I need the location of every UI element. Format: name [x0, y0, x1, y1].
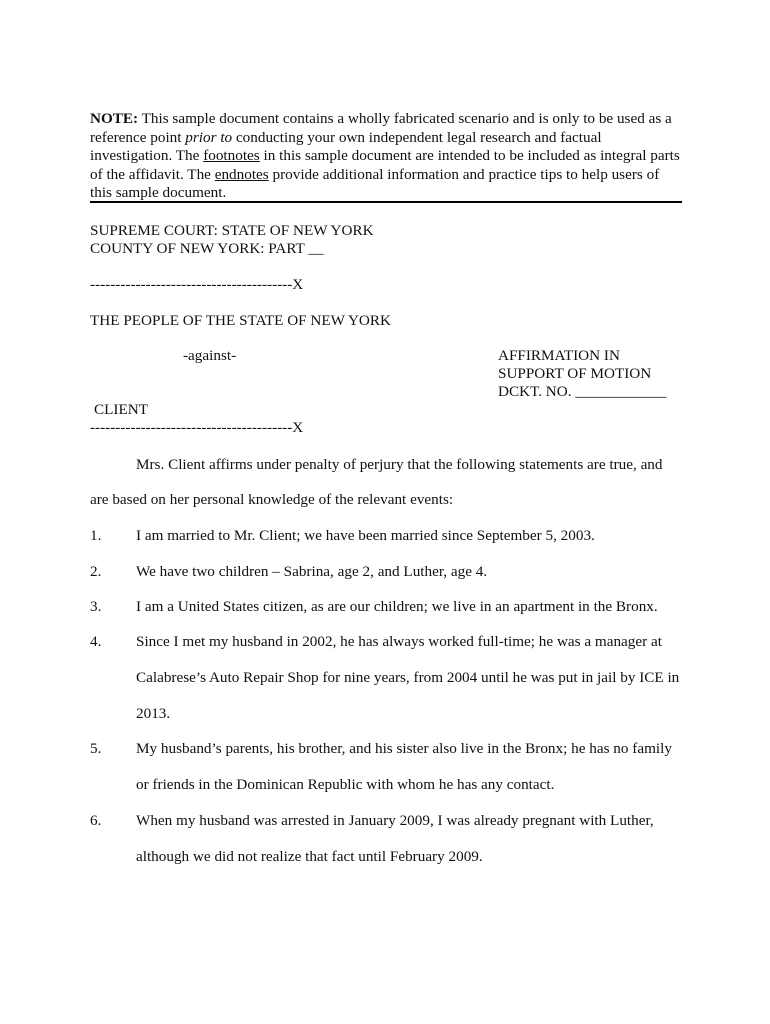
sample-note [90, 110, 682, 203]
item-text: My husband’s parents, his brother, and his sister also live in the Bronx; he has no family [136, 740, 672, 757]
item-text: When my husband was arrested in January 2009, I was already pregnant with Luther, [136, 812, 654, 829]
note-label: NOTE: [90, 110, 139, 127]
item-text: We have two children – Sabrina, age 2, and Luther, age 4. [136, 563, 488, 580]
endnotes-word: endnotes [214, 165, 269, 183]
item-number: 4. [90, 633, 102, 650]
item-number: 1. [90, 527, 102, 544]
item-number: 2. [90, 563, 102, 580]
footnotes-word: footnotes [203, 147, 260, 165]
note-text-4: provide additional information and practice tips to help users of this sample document. [90, 165, 660, 202]
item-text: Since I met my husband in 2002, he has always worked full-time; he was a manager at [136, 633, 662, 650]
caption-divider-top: ----------------------------------------X [90, 276, 304, 293]
item-text: or friends in the Dominican Republic with whom he has any contact. [136, 776, 555, 793]
plaintiff-name: THE PEOPLE OF THE STATE OF NEW YORK [90, 312, 391, 329]
county-name: COUNTY OF NEW YORK: PART __ [90, 240, 324, 257]
note-divider [90, 201, 682, 203]
document-title-line-1: AFFIRMATION IN [498, 347, 620, 364]
item-text: I am a United States citizen, as are our children; we live in an apartment in the Bronx. [136, 598, 658, 615]
note-text-2: conducting your own independent legal research and factual investigation. The [90, 128, 602, 165]
court-name: SUPREME COURT: STATE OF NEW YORK [90, 222, 374, 239]
item-text: Calabrese’s Auto Repair Shop for nine years, from 2004 until he was put in jail by ICE in [136, 669, 680, 686]
item-number: 6. [90, 812, 102, 829]
item-number: 5. [90, 740, 102, 757]
document-title-line-2: SUPPORT OF MOTION [498, 365, 652, 382]
intro-line-1: Mrs. Client affirms under penalty of perjury that the following statements are true, and [136, 456, 663, 473]
item-text: although we did not realize that fact until February 2009. [136, 848, 483, 865]
item-text: I am married to Mr. Client; we have been married since September 5, 2003. [136, 527, 595, 544]
against-label: -against- [183, 347, 237, 364]
note-italic: prior to [185, 128, 233, 146]
docket-number: DCKT. NO. ____________ [498, 383, 667, 400]
defendant-name: CLIENT [94, 401, 148, 418]
caption-divider-bottom: ----------------------------------------X [90, 419, 304, 436]
intro-line-2: are based on her personal knowledge of the relevant events: [90, 491, 454, 508]
note-text-1: This sample document contains a wholly fabricated scenario and is only to be used as a reference point [90, 110, 672, 146]
note-text-3: in this sample document are intended to be included as integral parts of the affidavit. The [90, 147, 680, 183]
item-text: 2013. [136, 705, 171, 722]
item-number: 3. [90, 598, 102, 615]
